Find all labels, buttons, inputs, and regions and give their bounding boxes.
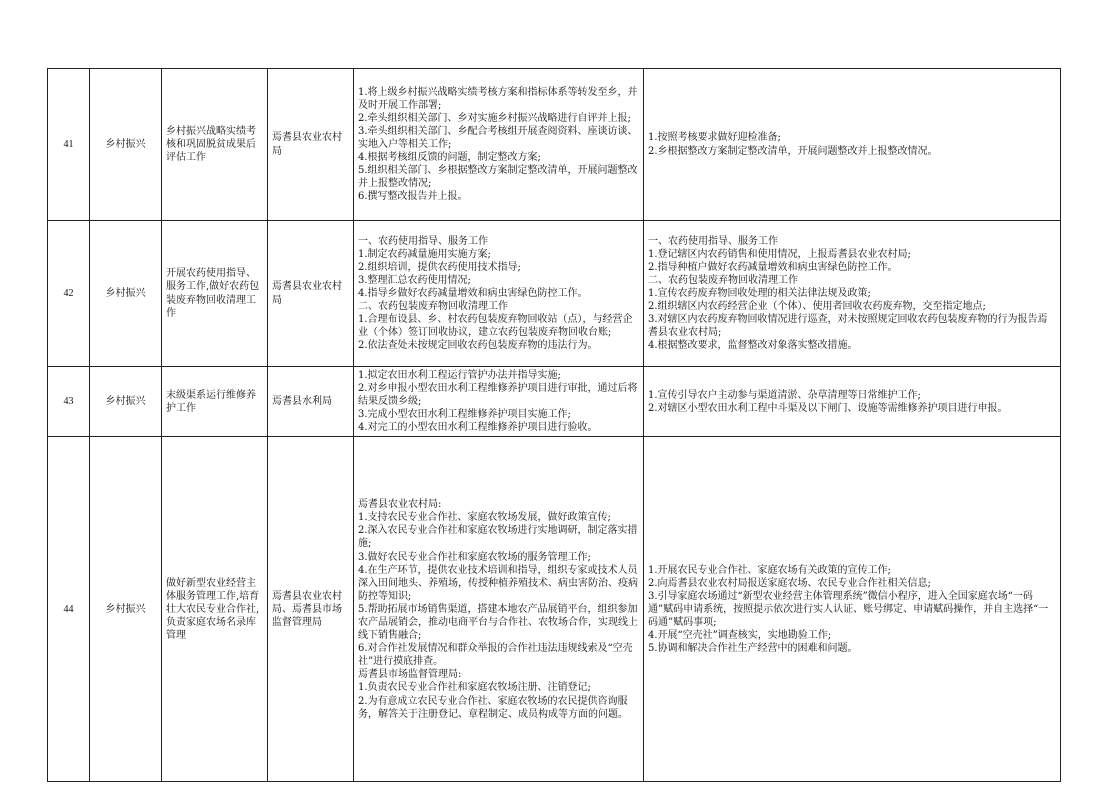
duty-line: 3.引导家庭农场通过“新型农业经营主体管理系统”微信小程序，进入全国家庭农场“一码通”赋码申请系统，按照提示依次进行实人认证、账号绑定、申请赋码操作，并自主选择“一码通”赋码事项; xyxy=(648,590,1049,629)
duty-line: 4.根据考核组反馈的问题，制定整改方案; xyxy=(358,152,541,164)
task-cell: 末级渠系运行维修养护工作 xyxy=(162,367,268,437)
table-row xyxy=(48,367,1061,437)
town-duties-cell xyxy=(644,221,1061,367)
duty-line: 2.组织培训，提供农药使用技术指导; xyxy=(358,261,521,273)
duty-line: 5.帮助拓展市场销售渠道，搭建本地农产品展销平台，组织参加农产品展销会，推动电商平台与合作社、农牧场合作，实现线上线下销售融合; xyxy=(358,603,638,642)
department-cell: 焉耆县农业农村局 xyxy=(268,221,354,367)
duty-line: 6.对合作社发展情况和群众举报的合作社违法违规线索及“空壳社”进行摸底排查。 xyxy=(358,643,633,668)
county-duties-cell xyxy=(354,69,644,221)
duty-line: 6.撰写整改报告并上报。 xyxy=(358,191,468,203)
duty-line: 1.负责农民专业合作社和家庭农牧场注册、注销登记; xyxy=(358,682,591,694)
task-cell: 乡村振兴战略实绩考核和巩固脱贫成果后评估工作 xyxy=(162,69,268,221)
category-cell: 乡村振兴 xyxy=(90,221,162,367)
duty-line: 2.指导种植户做好农药减量增效和病虫害绿色防控工作。 xyxy=(648,261,898,273)
duty-line: 2.对乡申报小型农田水利工程维修养护项目进行审批，通过后将结果反馈乡级; xyxy=(358,383,638,408)
duty-line: 3.对辖区内农药废弃物回收情况进行巡查，对未按照规定回收农药包装废弃物的行为报告焉耆县农业农村局; xyxy=(648,314,1048,339)
duty-line: 1.按照考核要求做好迎检准备; xyxy=(648,132,781,144)
category-cell: 乡村振兴 xyxy=(90,437,162,782)
table-row xyxy=(48,437,1061,782)
duty-line: 4.对完工的小型农田水利工程维修养护项目进行验收。 xyxy=(358,422,598,434)
town-duties-cell xyxy=(644,367,1061,437)
table-body xyxy=(48,69,1061,782)
row-number: 41 xyxy=(48,69,90,221)
task-cell: 开展农药使用指导、服务工作,做好农药包装废弃物回收清理工作 xyxy=(162,221,268,367)
table-row xyxy=(48,221,1061,367)
department-cell: 焉耆县农业农村局 xyxy=(268,69,354,221)
town-duties-cell xyxy=(644,69,1061,221)
duty-line: 2.深入农民专业合作社和家庭农牧场进行实地调研，制定落实措施; xyxy=(358,525,638,550)
category-cell: 乡村振兴 xyxy=(90,367,162,437)
duty-line: 5.组织相关部门、乡根据整改方案制定整改清单，开展问题整改并上报整改情况; xyxy=(358,165,638,190)
table-row xyxy=(48,69,1061,221)
duty-line: 一、农药使用指导、服务工作 xyxy=(648,235,778,247)
duty-line: 3.完成小型农田水利工程维修养护项目实施工作; xyxy=(358,409,571,421)
duty-line: 2.为有意成立农民专业合作社、家庭农牧场的农民提供咨询服务，解答关于注册登记、章程制定、成员构成等方面的问题。 xyxy=(358,695,628,720)
duty-line: 1.支持农民专业合作社、家庭农牧场发展，做好政策宣传; xyxy=(358,512,611,524)
department-cell: 焉耆县农业农村局、焉耆县市场监督管理局 xyxy=(268,437,354,782)
duty-line: 1.将上级乡村振兴战略实绩考核方案和指标体系等转发至乡，并及时开展工作部署; xyxy=(358,86,638,111)
duty-line: 1.拟定农田水利工程运行管护办法并指导实施; xyxy=(358,370,561,381)
row-number: 44 xyxy=(48,437,90,782)
duty-line: 1.宣传农药废弃物回收处理的相关法律法规及政策; xyxy=(648,287,871,299)
duty-line: 焉耆县农业农村局: xyxy=(358,499,442,511)
duty-line: 1.制定农药减量施用实施方案; xyxy=(358,248,491,260)
duty-line: 4.开展“空壳社”调查核实，实地勘验工作; xyxy=(648,630,832,642)
duty-line: 2.向焉耆县农业农村局报送家庭农场、农民专业合作社相关信息; xyxy=(648,577,931,589)
duty-line: 二、农药包装废弃物回收清理工作 xyxy=(648,274,798,286)
duty-line: 2.牵头组织相关部门、乡对实施乡村振兴战略进行自评并上报; xyxy=(358,112,631,124)
duty-line: 4.根据整改要求，监督整改对象落实整改措施。 xyxy=(648,340,858,352)
town-duties-cell xyxy=(644,437,1061,782)
row-number: 43 xyxy=(48,367,90,437)
duty-line: 4.指导乡做好农药减量增效和病虫害绿色防控工作。 xyxy=(358,287,588,299)
duty-line: 2.乡根据整改方案制定整改清单，开展问题整改并上报整改情况。 xyxy=(648,145,938,157)
department-cell: 焉耆县水利局 xyxy=(268,367,354,437)
responsibility-table xyxy=(47,68,1061,782)
duty-line: 3.做好农民专业合作社和家庭农牧场的服务管理工作; xyxy=(358,551,591,563)
duty-line: 1.登记辖区内农药销售和使用情况，上报焉耆县农业农村局; xyxy=(648,248,911,260)
duty-line: 4.在生产环节，提供农业技术培训和指导，组织专家或技术人员深入田间地头、养殖场，传授种植养殖技术、病虫害防治、疫病防控等知识; xyxy=(358,564,638,602)
duty-line: 1.开展农民专业合作社、家庭农场有关政策的宣传工作; xyxy=(648,564,891,576)
duty-line: 1.合理布设县、乡、村农药包装废弃物回收站（点），与经营企业（个体）签订回收协议，建立农药包装废弃物回收台账; xyxy=(358,314,633,339)
county-duties-cell xyxy=(354,221,644,367)
duty-line: 3.牵头组织相关部门、乡配合考核组开展查阅资料、座谈访谈、实地入户等相关工作; xyxy=(358,125,638,150)
duty-line: 2.依法查处未按规定回收农药包装废弃物的违法行为。 xyxy=(358,340,598,352)
category-cell: 乡村振兴 xyxy=(90,69,162,221)
duty-line: 3.整理汇总农药使用情况; xyxy=(358,274,471,286)
duty-line: 2.组织辖区内农药经营企业（个体）、使用者回收农药废弃物，交至指定地点; xyxy=(648,301,986,313)
duty-line: 二、农药包装废弃物回收清理工作 xyxy=(358,301,508,313)
duty-line: 5.协调和解决合作社生产经营中的困难和问题。 xyxy=(648,643,858,655)
task-cell: 做好新型农业经营主体服务管理工作,培育壮大农民专业合作社,负责家庭农场名录库管理 xyxy=(162,437,268,782)
duty-line: 一、农药使用指导、服务工作 xyxy=(358,235,488,247)
county-duties-cell xyxy=(354,437,644,782)
county-duties-cell xyxy=(354,367,644,437)
duty-line: 焉耆县市场监督管理局: xyxy=(358,669,462,681)
duty-line: 2.对辖区小型农田水利工程中斗渠及以下闸门、设施等需维修养护项目进行申报。 xyxy=(648,402,1008,414)
duty-line: 1.宣传引导农户主动参与渠道清淤、杂草清理等日常维护工作; xyxy=(648,389,921,401)
row-number: 42 xyxy=(48,221,90,367)
